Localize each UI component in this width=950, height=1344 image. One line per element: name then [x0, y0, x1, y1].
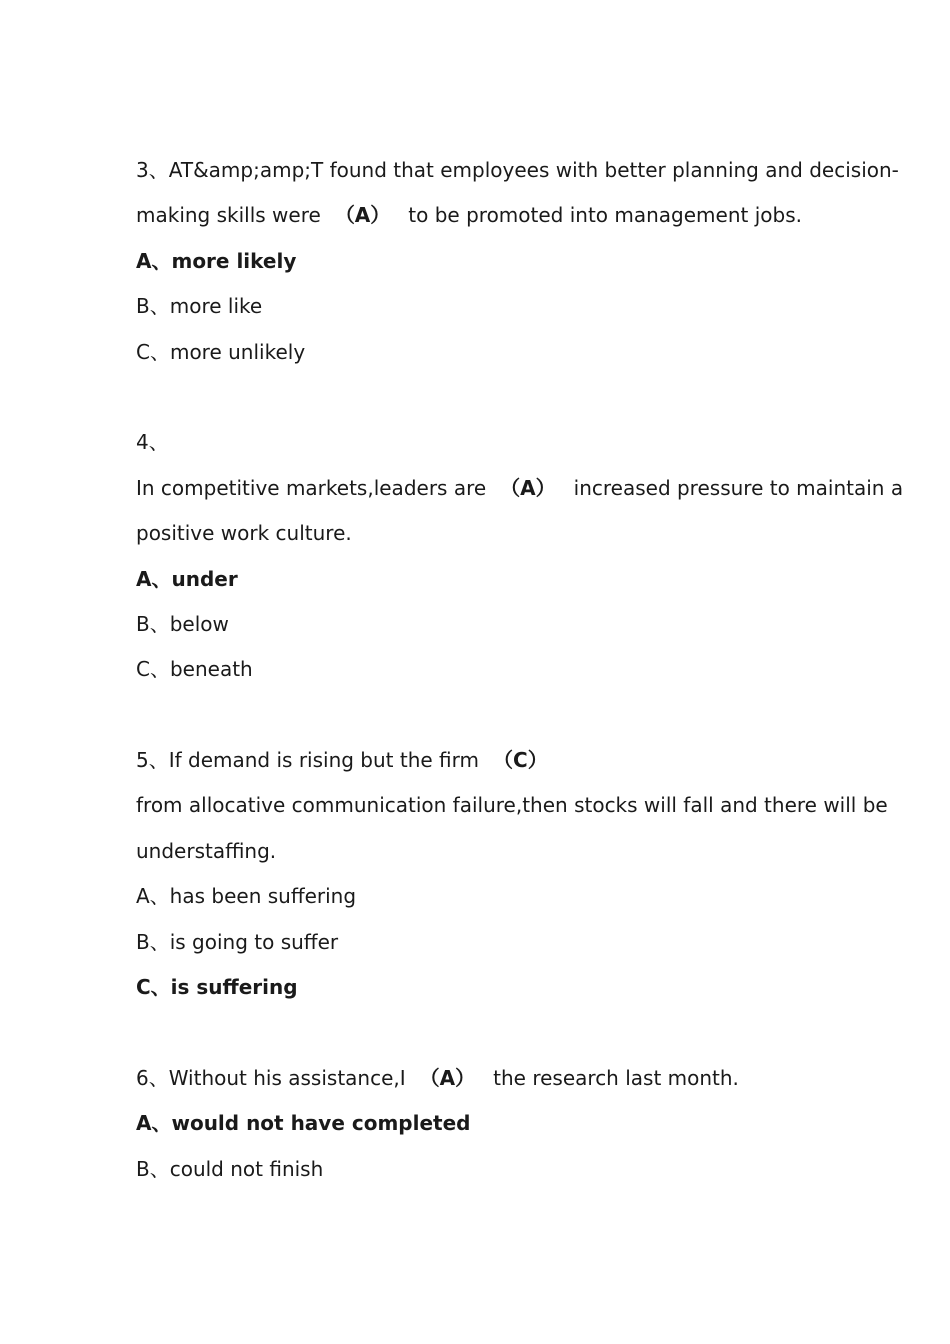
document-page: [136, 148, 904, 1192]
question-stem-after: the research last month.: [493, 1065, 739, 1090]
question-3-line-2: [136, 193, 880, 238]
option-a: A、under: [136, 566, 238, 591]
question-5-line-3: understaffing.: [136, 838, 277, 863]
option-b: B、could not finish: [136, 1156, 324, 1181]
question-stem-before: 6、Without his assistance,I: [136, 1065, 406, 1090]
question-3-line-1: 3、AT&amp;amp;T found that employees with better planning and decision-: [136, 158, 899, 182]
question-stem-before: making skills were: [136, 203, 321, 228]
question-6-line-1: [136, 1056, 880, 1101]
question-5-line-2: from allocative communication failure,then stocks will fall and there will be: [136, 793, 888, 818]
question-5-line-1: [136, 738, 880, 783]
spacer: [136, 1010, 880, 1055]
option-c: C、more unlikely: [136, 339, 306, 364]
answer-marker: （C）: [493, 748, 548, 773]
option-a: A、has been suffering: [136, 884, 357, 909]
question-4: [136, 420, 904, 692]
answer-marker: （A）: [334, 203, 391, 228]
question-4-number: 4、: [136, 430, 169, 455]
question-4-line-2: [136, 466, 904, 511]
option-c: C、beneath: [136, 657, 253, 682]
question-stem-after: to be promoted into management jobs.: [408, 203, 802, 228]
spacer: [136, 375, 880, 420]
question-stem-before: 5、If demand is rising but the firm: [136, 748, 480, 773]
option-a: A、more likely: [136, 248, 297, 273]
question-3: [136, 148, 899, 375]
question-stem-after: increased pressure to maintain a: [573, 475, 904, 500]
option-b: B、is going to suffer: [136, 929, 339, 954]
option-b: B、below: [136, 611, 229, 636]
question-5: [136, 738, 888, 1010]
spacer: [136, 693, 880, 738]
answer-marker: （A）: [500, 475, 556, 500]
question-stem-before: In competitive markets,leaders are: [136, 475, 487, 500]
answer-marker: （A）: [419, 1065, 476, 1090]
option-a: A、would not have completed: [136, 1111, 471, 1136]
option-c: C、is suffering: [136, 975, 298, 1000]
option-b: B、more like: [136, 294, 263, 319]
question-4-line-3: positive work culture.: [136, 521, 352, 546]
question-6: [136, 1056, 880, 1192]
